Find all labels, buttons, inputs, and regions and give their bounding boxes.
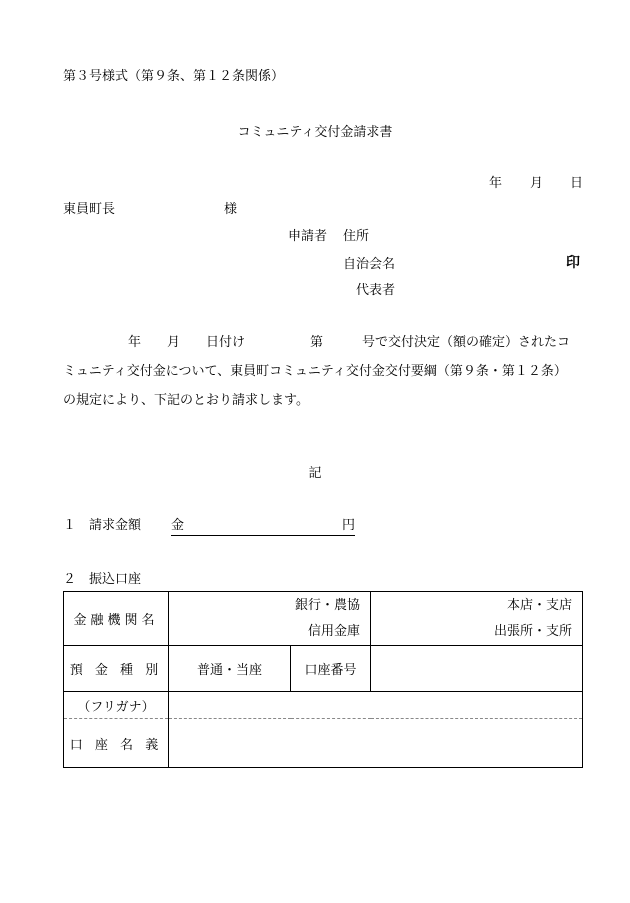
- amount-field[interactable]: [171, 519, 355, 536]
- date-year-label: 年: [489, 176, 503, 191]
- addressee-name: 東員町長: [63, 202, 116, 217]
- statement-line-2: ミュニティ交付金について、東員町コミュニティ交付金交付要綱（第９条・第１２条）: [63, 364, 567, 379]
- bank-type-option-1: 銀行・農協: [295, 597, 361, 613]
- bank-name-field[interactable]: [169, 592, 371, 646]
- bank-name-label: 金融機関名: [64, 592, 169, 646]
- section-1-label: １ 請求金額: [63, 518, 142, 533]
- document-title: コミュニティ交付金請求書: [237, 125, 393, 140]
- section-2-label: ２ 振込口座: [63, 572, 142, 587]
- account-number-label: 口座番号: [291, 646, 371, 692]
- account-holder-field[interactable]: [169, 719, 583, 768]
- amount-unit: 円: [341, 518, 355, 533]
- addressee-honorific: 様: [224, 202, 238, 217]
- account-number-field[interactable]: [371, 646, 583, 692]
- date-day-label: 日: [570, 176, 584, 191]
- deposit-type-label: 預 金 種 別: [64, 646, 169, 692]
- branch-type-option-1: 本店・支店: [506, 597, 572, 613]
- date-month-label: 月: [530, 176, 544, 191]
- statement-line-3: の規定により、下記のとおり請求します。: [63, 393, 309, 408]
- account-holder-label: 口 座 名 義: [64, 719, 169, 768]
- deposit-type-field[interactable]: 普通・当座: [169, 646, 291, 692]
- branch-type-option-2: 出張所・支所: [493, 623, 572, 639]
- statement-line-1: 年 月 日付け 第 号で交付決定（額の確定）されたコ: [63, 335, 571, 350]
- bank-account-table: [63, 591, 583, 768]
- amount-prefix: 金: [171, 518, 185, 533]
- form-number: 第３号様式（第９条、第１２条関係）: [63, 69, 285, 84]
- address-label: 住所: [343, 229, 370, 244]
- request-statement: [63, 328, 583, 415]
- applicant-label: 申請者: [288, 229, 328, 244]
- association-name-label: 自治会名: [343, 257, 396, 272]
- seal-mark: 印: [566, 255, 580, 271]
- bank-type-option-2: 信用金庫: [308, 623, 361, 639]
- furigana-label: （フリガナ）: [64, 692, 169, 719]
- representative-label: 代表者: [356, 283, 396, 298]
- furigana-field[interactable]: [169, 692, 583, 719]
- ki-heading: 記: [308, 466, 322, 481]
- branch-name-field[interactable]: [371, 592, 583, 646]
